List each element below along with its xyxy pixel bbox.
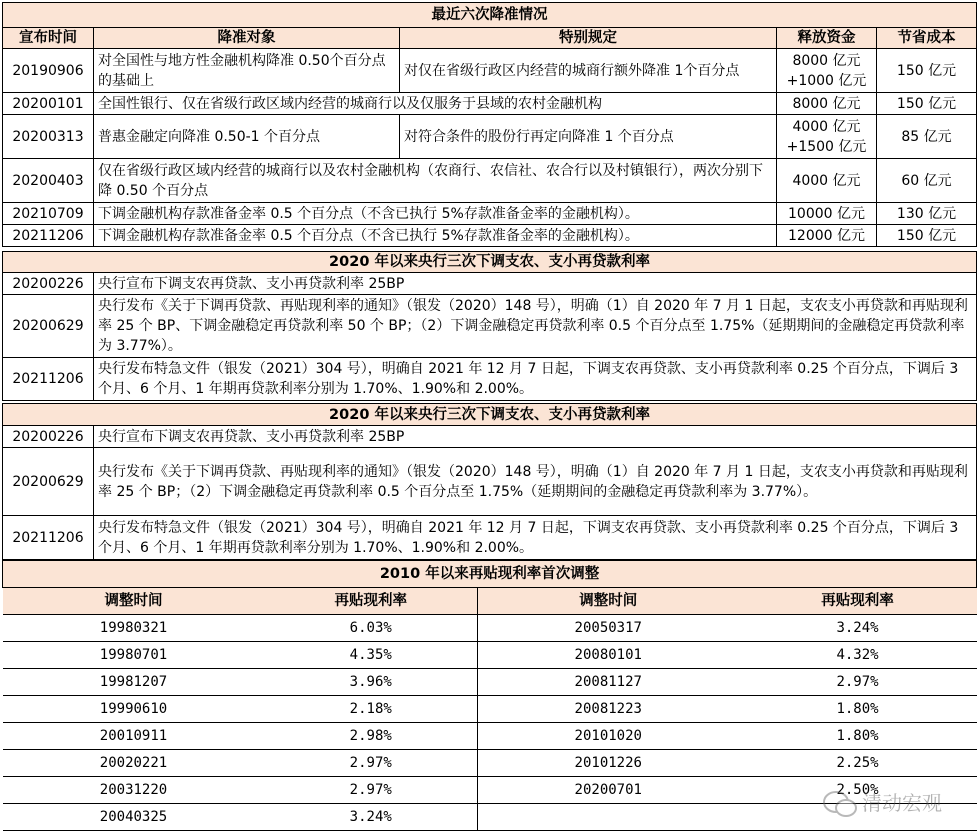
- rate-cell: 1.80%: [739, 723, 977, 750]
- date-cell: 20211206: [3, 225, 94, 247]
- column-header: 再贴现利率: [265, 588, 478, 615]
- watermark-text: 清动宏观: [862, 791, 942, 815]
- rate-cell: 3.24%: [739, 615, 977, 642]
- relending-rate-table-repeat: [2, 403, 977, 560]
- date-cell: 20200629: [3, 295, 94, 358]
- column-header: 特别规定: [400, 28, 777, 49]
- column-header: 调整时间: [3, 588, 265, 615]
- rate-cell: 6.03%: [265, 615, 478, 642]
- date-cell: 19980321: [3, 615, 265, 642]
- column-header: 节省成本: [877, 28, 977, 49]
- text-cell: 央行发布特急文件（银发（2021）304 号），明确自 2021 年 12 月 7 日起，下调支农再贷款、支小再贷款利率 0.25 个百分点，下调后 3 个月、6 个月、1 年期再贷款利率分别为 1.70%、1.90%和 2.00%。: [94, 358, 977, 401]
- text-cell: 央行宣布下调支农再贷款、支小再贷款利率 25BP: [94, 426, 977, 448]
- table-title: 最近六次降准情况: [3, 3, 977, 28]
- table-row: [3, 273, 977, 295]
- table-row: [3, 426, 977, 448]
- rate-cell: 3.96%: [265, 669, 478, 696]
- funds-cell: 8000 亿元 +1000 亿元: [777, 49, 877, 93]
- rate-cell: 2.18%: [265, 696, 478, 723]
- date-cell: 20101226: [478, 750, 739, 777]
- table-title: 2010 年以来再贴现利率首次调整: [3, 561, 977, 588]
- wechat-bubble-icon: [836, 800, 856, 816]
- target-cell: 全国性银行、仅在省级行政区域内经营的城商行以及仅服务于县域的农村金融机构: [94, 93, 777, 115]
- rate-cell: 3.24%: [265, 804, 478, 831]
- table-row: [3, 448, 977, 516]
- date-cell: 20081223: [478, 696, 739, 723]
- date-cell: 20101020: [478, 723, 739, 750]
- date-cell: 19990610: [3, 696, 265, 723]
- date-cell: 20081127: [478, 669, 739, 696]
- funds-cell: 4000 亿元 +1500 亿元: [777, 115, 877, 159]
- table-row: [3, 115, 977, 159]
- date-cell: 20200313: [3, 115, 94, 159]
- column-header: 降准对象: [94, 28, 400, 49]
- date-cell: 20190906: [3, 49, 94, 93]
- date-cell: 20031220: [3, 777, 265, 804]
- date-cell: 20200226: [3, 273, 94, 295]
- table-row: [3, 696, 977, 723]
- date-cell: 20200226: [3, 426, 94, 448]
- table-row: [3, 642, 977, 669]
- cost-cell: 150 亿元: [877, 49, 977, 93]
- column-header: 宣布时间: [3, 28, 94, 49]
- table-row: [3, 295, 977, 358]
- target-cell: 下调金融机构存款准备金率 0.5 个百分点（不含已执行 5%存款准备金率的金融机构）。: [94, 225, 777, 247]
- funds-cell: 12000 亿元: [777, 225, 877, 247]
- text-cell: 央行发布特急文件（银发（2021）304 号），明确自 2021 年 12 月 7 日起，下调支农再贷款、支小再贷款利率 0.25 个百分点，下调后 3 个月、6 个月、1 年期再贷款利率分别为 1.70%、1.90%和 2.00%。: [94, 516, 977, 560]
- date-cell: 20020221: [3, 750, 265, 777]
- table-row: [3, 49, 977, 93]
- table-row: [3, 159, 977, 203]
- date-cell: 20200101: [3, 93, 94, 115]
- rate-cell: 2.25%: [739, 750, 977, 777]
- rule-cell: 对符合条件的股份行再定向降准 1 个百分点: [400, 115, 777, 159]
- column-header: 再贴现利率: [739, 588, 977, 615]
- rule-cell: 对仅在省级行政区内经营的城商行额外降准 1个百分点: [400, 49, 777, 93]
- text-cell: 央行宣布下调支农再贷款、支小再贷款利率 25BP: [94, 273, 977, 295]
- table-title: 2020 年以来央行三次下调支农、支小再贷款利率: [3, 252, 977, 273]
- target-cell: 对全国性与地方性金融机构降准 0.50个百分点的基础上: [94, 49, 400, 93]
- date-cell: [478, 804, 739, 831]
- date-cell: 20050317: [478, 615, 739, 642]
- rate-cell: 2.50%: [739, 777, 977, 804]
- table-row: [3, 93, 977, 115]
- date-cell: 20211206: [3, 358, 94, 401]
- table-row: [3, 225, 977, 247]
- date-cell: 20211206: [3, 516, 94, 560]
- date-cell: 20040325: [3, 804, 265, 831]
- table-row: [3, 669, 977, 696]
- cost-cell: 130 亿元: [877, 203, 977, 225]
- rate-cell: 4.35%: [265, 642, 478, 669]
- column-header: 释放资金: [777, 28, 877, 49]
- table-row: [3, 723, 977, 750]
- funds-cell: 10000 亿元: [777, 203, 877, 225]
- cost-cell: 150 亿元: [877, 225, 977, 247]
- date-cell: 20010911: [3, 723, 265, 750]
- table-title: 2020 年以来央行三次下调支农、支小再贷款利率: [3, 404, 977, 426]
- rate-cell: 2.98%: [265, 723, 478, 750]
- date-cell: 20210709: [3, 203, 94, 225]
- rrr-cut-table: [2, 2, 977, 247]
- table-row: [3, 358, 977, 401]
- rate-cell: 1.80%: [739, 696, 977, 723]
- target-cell: 仅在省级行政区域内经营的城商行以及农村金融机构（农商行、农信社、农合行以及村镇银行），两次分别下降 0.50 个百分点: [94, 159, 777, 203]
- date-cell: 20200403: [3, 159, 94, 203]
- table-row: [3, 750, 977, 777]
- rate-cell: 2.97%: [265, 750, 478, 777]
- date-cell: 19981207: [3, 669, 265, 696]
- cost-cell: 85 亿元: [877, 115, 977, 159]
- date-cell: 20200629: [3, 448, 94, 516]
- cost-cell: 150 亿元: [877, 93, 977, 115]
- wechat-watermark-logo: [820, 780, 970, 828]
- relending-rate-table: [2, 251, 977, 401]
- target-cell: 下调金融机构存款准备金率 0.5 个百分点（不含已执行 5%存款准备金率的金融机构）。: [94, 203, 777, 225]
- text-cell: 央行发布《关于下调再贷款、再贴现利率的通知》（银发（2020）148 号），明确（1）自 2020 年 7 月 1 日起，支农支小再贷款和再贴现利率 25 个 BP；（2）下调金融稳定再贷款利率 0.5 个百分点至 1.75%（延期期间的金融稳定再贷款利率为 3.77%）。: [94, 448, 977, 516]
- table-row: [3, 615, 977, 642]
- date-cell: 19980701: [3, 642, 265, 669]
- date-cell: 20080101: [478, 642, 739, 669]
- date-cell: 20200701: [478, 777, 739, 804]
- table-row: [3, 203, 977, 225]
- column-header: 调整时间: [478, 588, 739, 615]
- text-cell: 央行发布《关于下调再贷款、再贴现利率的通知》（银发（2020）148 号），明确（1）自 2020 年 7 月 1 日起，支农支小再贷款和再贴现利率 25 个 BP、下调金融稳定再贷款利率 50 个 BP；（2）下调金融稳定再贷款利率 0.5 个百分点至 1.75%（延期期间的金融稳定再贷款利率为 3.77%）。: [94, 295, 977, 358]
- funds-cell: 8000 亿元: [777, 93, 877, 115]
- rate-cell: 2.97%: [739, 669, 977, 696]
- rate-cell: 4.32%: [739, 642, 977, 669]
- table-row: [3, 516, 977, 560]
- rate-cell: 2.97%: [265, 777, 478, 804]
- funds-cell: 4000 亿元: [777, 159, 877, 203]
- target-cell: 普惠金融定向降准 0.50-1 个百分点: [94, 115, 400, 159]
- cost-cell: 60 亿元: [877, 159, 977, 203]
